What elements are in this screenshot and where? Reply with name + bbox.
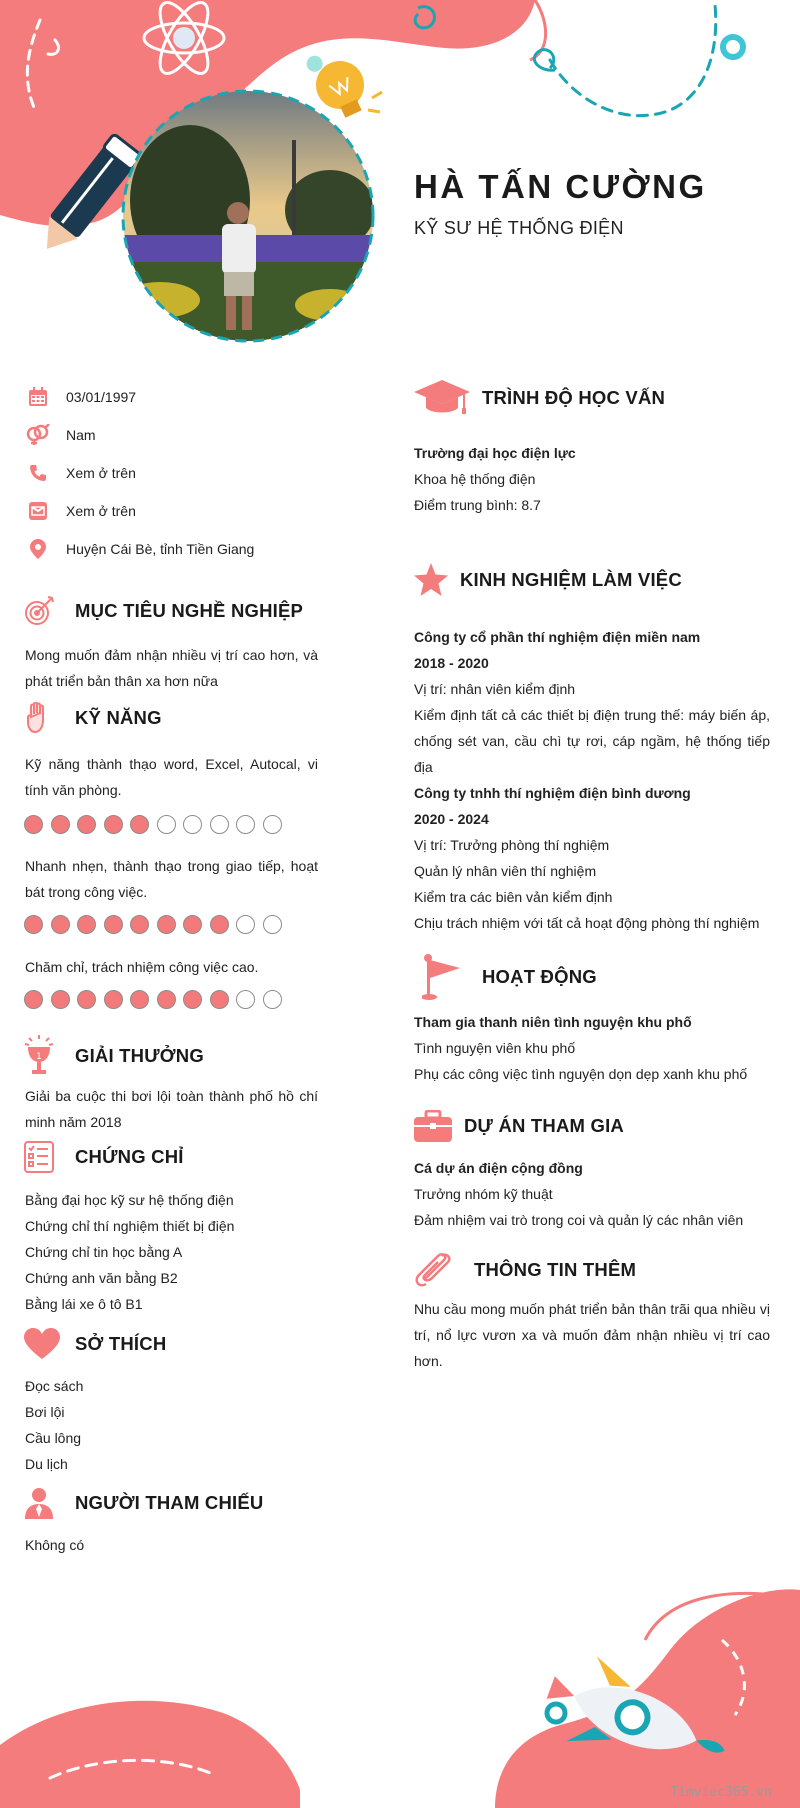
skill-3-text: Chăm chỉ, trách nhiệm công việc cao. [25,959,259,975]
references-text: Không có [25,1537,85,1553]
activity-heading: Tham gia thanh niên tình nguyện khu phố [414,1014,692,1030]
rating-dot [210,990,229,1009]
rating-dot [24,990,43,1009]
contact-gender [26,422,96,448]
skill-3-rating [24,990,282,1009]
rating-dot [77,915,96,934]
gender-text: Nam [66,427,96,443]
rating-dot [51,990,70,1009]
objective-text: Mong muốn đảm nhận nhiều vị trí cao hơn, và phát triển bản thân xa hơn nữa [25,647,318,689]
person-icon [24,1487,54,1519]
ring-decoration [723,37,743,57]
rating-dot [236,915,255,934]
rating-dot [51,815,70,834]
hobbies-title: SỞ THÍCH [75,1333,167,1354]
rating-dot [210,915,229,934]
skill-2-rating [24,915,282,934]
candidate-name: HÀ TẤN CƯỜNG [414,168,707,205]
rating-dot [130,815,149,834]
skills-heading [24,702,162,734]
rating-dot [236,815,255,834]
rating-dot [183,915,202,934]
rating-dot [24,815,43,834]
hand-icon [24,702,54,734]
awards-text: Giải ba cuộc thi bơi lội toàn thành phố hồ chí minh năm 2018 [25,1088,318,1130]
calendar-icon [26,385,50,409]
paperclip-icon [414,1250,454,1290]
target-icon [24,596,54,626]
job-company: Công ty tnhh thí nghiệm điện bình dương [414,785,691,801]
activity-line: Phụ các công việc tình nguyện dọn dẹp xanh khu phố [414,1066,748,1082]
address-text: Huyện Cái Bè, tỉnh Tiền Giang [66,541,255,557]
education-title: TRÌNH ĐỘ HỌC VẤN [482,387,666,408]
project-line: Trưởng nhóm kỹ thuật [414,1186,553,1202]
job-line: Vị trí: nhân viên kiểm định [414,681,576,697]
job-period: 2020 - 2024 [414,811,489,827]
rating-dot [24,915,43,934]
rating-dot [157,915,176,934]
watermark: Timviec365.vn [670,1785,772,1800]
job-1 [414,624,770,780]
rating-dot [183,815,202,834]
rating-dot [77,815,96,834]
skill-1-text: Kỹ năng thành thạo word, Excel, Autocal, vi tính văn phòng. [25,756,318,798]
rating-dot [263,815,282,834]
contact-birthday [26,384,136,410]
rating-dot [157,990,176,1009]
list-item: Bằng lái xe ô tô B1 [25,1296,143,1312]
job-line: Kiểm tra các biên vản kiểm định [414,889,613,905]
references-heading [24,1487,264,1519]
projects-title: DỰ ÁN THAM GIA [464,1115,624,1136]
rating-dot [51,915,70,934]
project-line: Đảm nhiệm vai trò trong coi và quản lý các nhân viên [414,1212,744,1228]
rating-dot [236,990,255,1009]
star-icon [414,563,448,596]
projects-details [414,1155,770,1233]
activities-title: HOẠT ĐỘNG [482,966,597,987]
hobbies-list [25,1373,318,1477]
activities-details [414,1009,770,1087]
extra-title: THÔNG TIN THÊM [474,1259,637,1280]
objective-title: MỤC TIÊU NGHỀ NGHIỆP [75,600,304,621]
rating-dot [77,990,96,1009]
certificates-title: CHỨNG CHỈ [75,1146,184,1167]
list-item: Du lịch [25,1456,68,1472]
contact-address [26,536,254,562]
list-item: Chứng anh văn bằng B2 [25,1270,178,1286]
email-icon [26,499,50,523]
list-item: Đọc sách [25,1378,84,1394]
awards-heading [24,1035,204,1077]
experience-heading [414,563,682,596]
svg-text:1: 1 [36,1052,42,1062]
awards-title: GIẢI THƯỞNG [75,1045,204,1066]
list-item: Bơi lội [25,1404,65,1420]
checklist-icon [24,1141,54,1173]
certificates-heading [24,1141,184,1173]
phone-text: Xem ở trên [66,465,136,481]
skills-title: KỸ NĂNG [75,707,162,728]
rating-dot [183,990,202,1009]
job-2 [414,780,770,936]
certificates-list [25,1187,318,1317]
job-line: Kiểm định tất cả các thiết bị điện trung thế: máy biến áp, chống sét van, cầu chì tự rơi, cáp ngầm, hệ thống tiếp địa [414,707,770,775]
candidate-role: KỸ SƯ HỆ THỐNG ĐIỆN [414,218,624,238]
gender-icon [26,423,50,447]
location-icon [26,537,50,561]
job-company: Công ty cổ phần thí nghiệm điện miền nam [414,629,701,645]
activity-line: Tình nguyện viên khu phố [414,1040,576,1056]
list-item: Cầu lông [25,1430,82,1446]
list-item: Bằng đại học kỹ sư hệ thống điện [25,1192,234,1208]
rating-dot [130,915,149,934]
trophy-icon [24,1035,54,1077]
heart-icon [24,1328,60,1360]
rating-dot [263,990,282,1009]
projects-heading [414,1110,624,1142]
rating-dot [104,990,123,1009]
list-item: Chứng chỉ thí nghiệm thiết bị điện [25,1218,235,1234]
contact-email [26,498,136,524]
contact-phone [26,460,136,486]
education-details [414,440,770,518]
rating-dot [263,915,282,934]
references-title: NGƯỜI THAM CHIẾU [75,1492,264,1513]
skill-2-text: Nhanh nhẹn, thành thạo trong giao tiếp, hoạt bát trong công việc. [25,858,318,900]
major-text: Khoa hệ thống điện [414,471,536,487]
extra-heading [414,1250,636,1290]
rating-dot [210,815,229,834]
skill-1-rating [24,815,282,834]
briefcase-icon [414,1110,452,1142]
education-heading [414,378,665,418]
gpa-text: Điểm trung bình: 8.7 [414,497,541,513]
graduation-cap-icon [414,378,470,418]
email-text: Xem ở trên [66,503,136,519]
rating-dot [104,815,123,834]
rating-dot [157,815,176,834]
project-heading: Cá dự án điện cộng đồng [414,1160,583,1176]
bottom-left-wave [0,1701,300,1808]
objective-heading [24,596,303,626]
school-name: Trường đại học điện lực [414,445,576,461]
extra-text: Nhu cầu mong muốn phát triển bản thân trãi qua nhiều vị trí, nổ lực vươn xa và muốn đảm nhận nhiều vị trí cao hơn. [414,1301,770,1369]
phone-icon [26,461,50,485]
job-line: Quản lý nhân viên thí nghiệm [414,863,597,879]
birthday-text: 03/01/1997 [66,389,137,405]
rating-dot [130,990,149,1009]
hobbies-heading [24,1328,166,1360]
flag-icon [414,954,470,1000]
job-line: Vị trí: Trưởng phòng thí nghiệm [414,837,610,853]
job-line: Chịu trách nhiệm với tất cả hoạt động phòng thí nghiệm [414,915,760,931]
job-period: 2018 - 2020 [414,655,489,671]
experience-title: KINH NGHIỆM LÀM VIỆC [460,568,682,590]
activities-heading [414,954,597,1000]
rating-dot [104,915,123,934]
list-item: Chứng chỉ tin học bằng A [25,1244,183,1260]
